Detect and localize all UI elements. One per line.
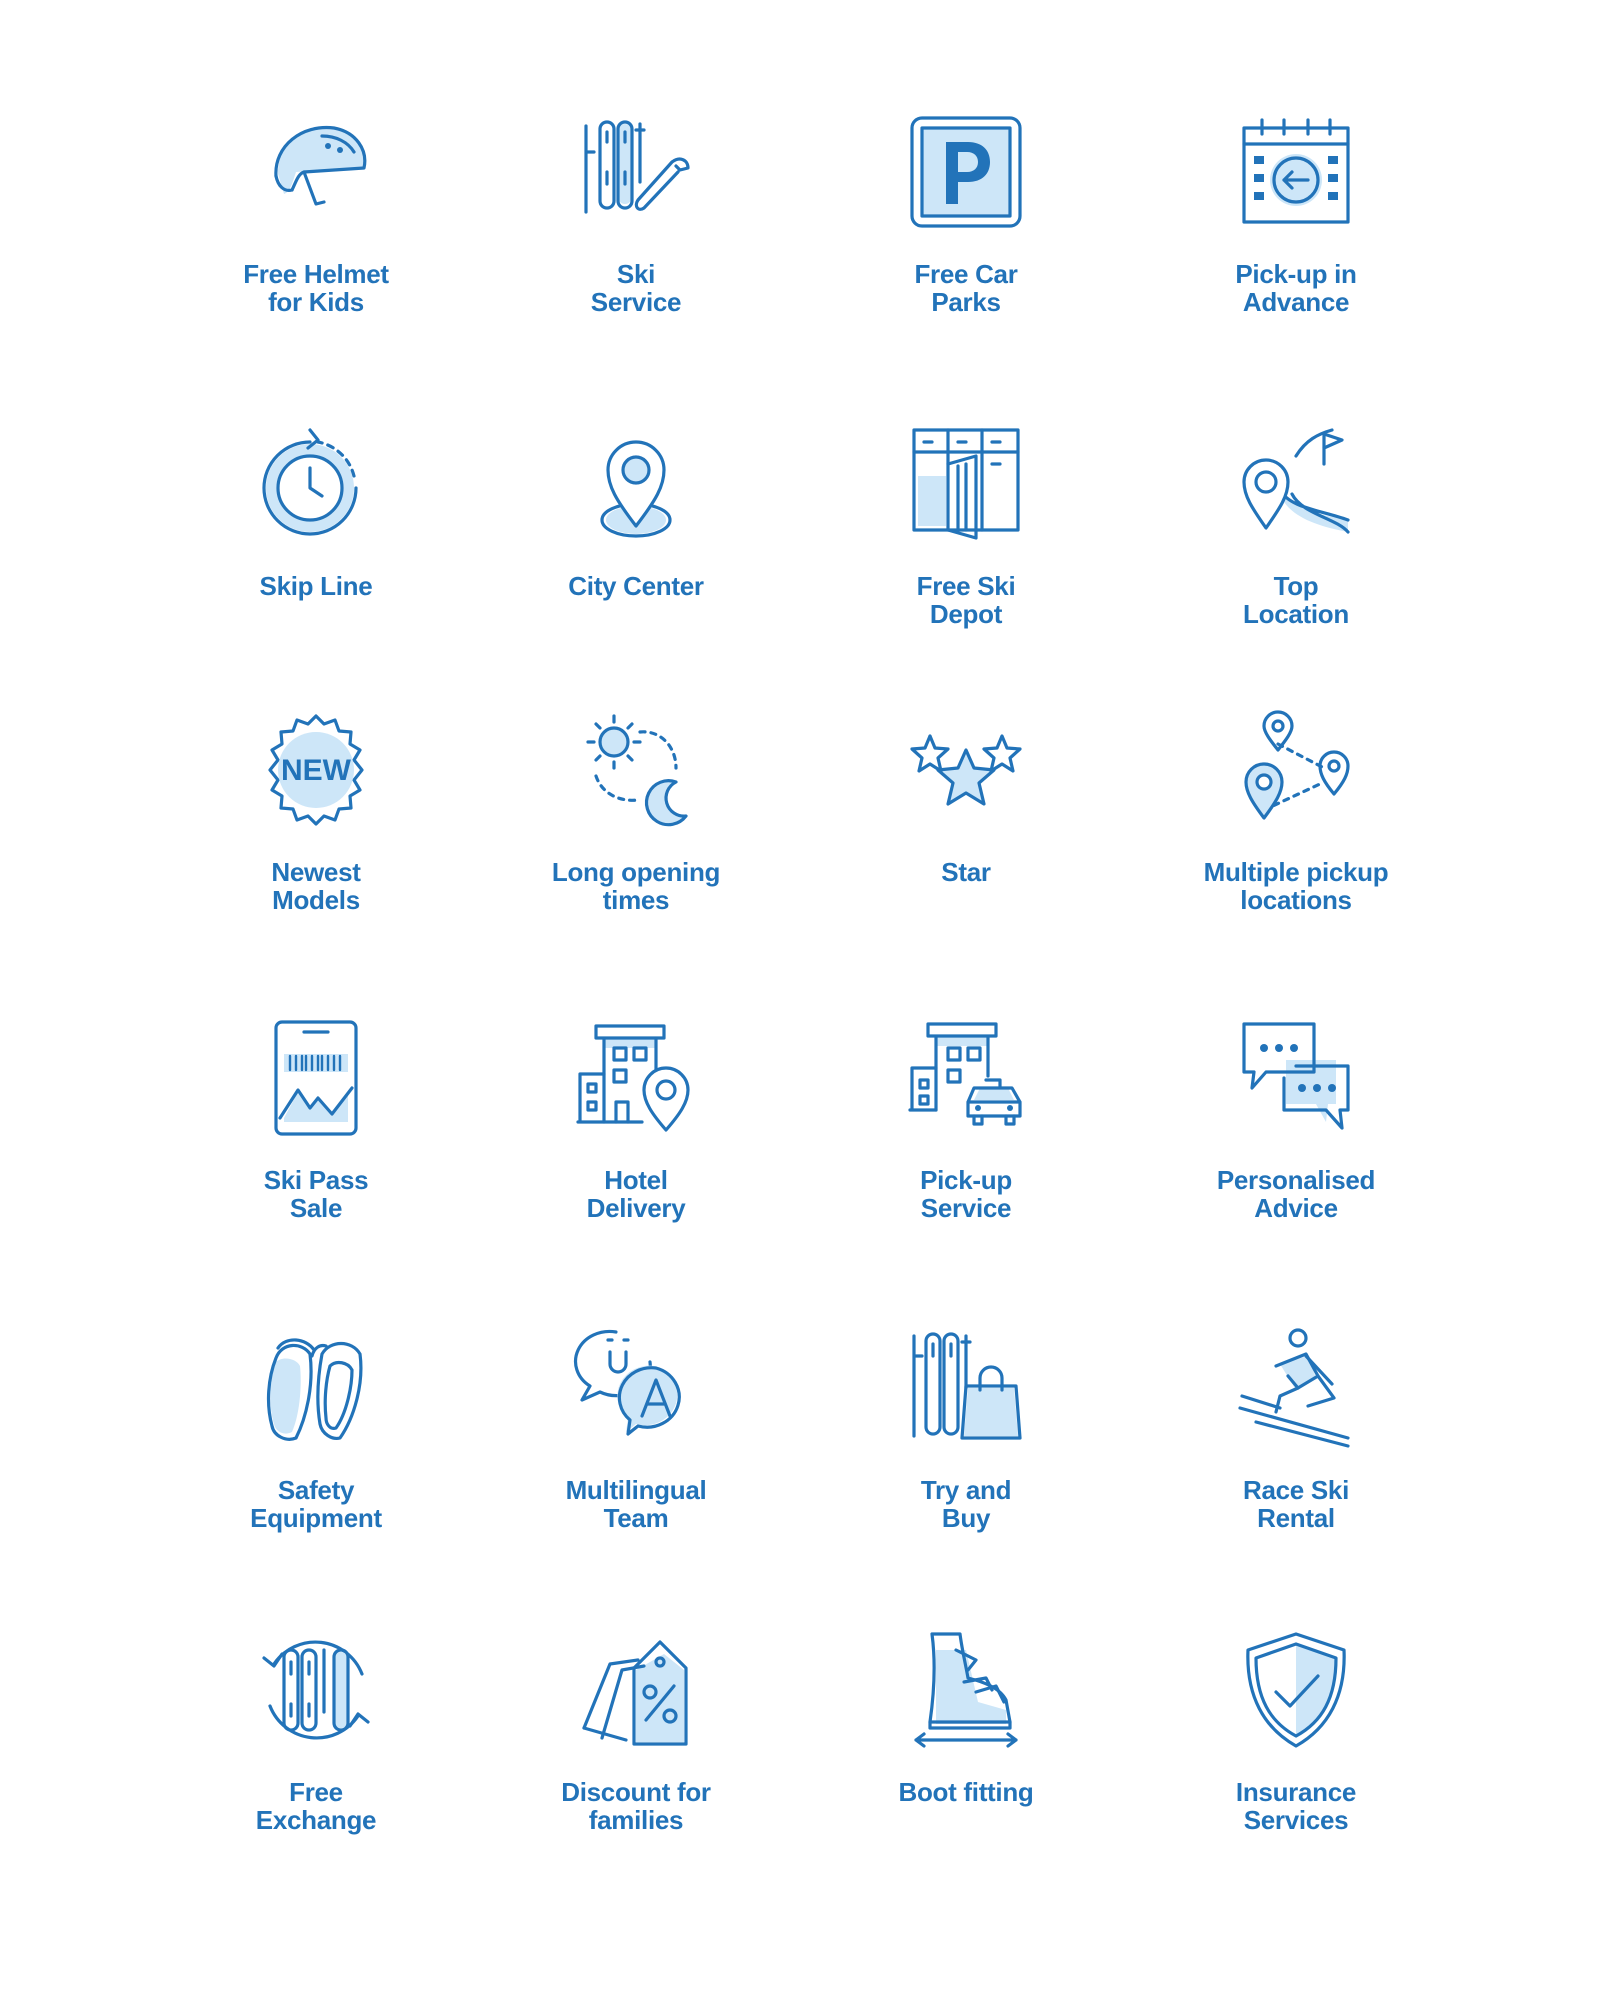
feature-item bbox=[496, 424, 776, 664]
language-bubbles-icon bbox=[576, 1328, 696, 1448]
ski-pass-icon bbox=[256, 1018, 376, 1138]
feature-label bbox=[826, 572, 1106, 628]
feature-label bbox=[176, 1166, 456, 1222]
feature-label-line: Delivery bbox=[586, 1193, 686, 1223]
feature-label bbox=[1156, 1476, 1436, 1532]
feature-label bbox=[1156, 858, 1436, 914]
feature-label-line: Advice bbox=[1254, 1193, 1338, 1223]
feature-item bbox=[1156, 1630, 1436, 1870]
feature-label-line: Multiple pickup bbox=[1203, 857, 1389, 887]
feature-label-line: Multilingual bbox=[565, 1475, 707, 1505]
feature-item bbox=[496, 112, 776, 352]
feature-label bbox=[826, 858, 1106, 886]
feature-label bbox=[176, 572, 456, 600]
new-badge-icon bbox=[256, 710, 376, 830]
feature-label-line: Discount for bbox=[561, 1777, 711, 1807]
feature-item bbox=[826, 1018, 1106, 1258]
ski-service-icon bbox=[576, 112, 696, 232]
feature-item bbox=[826, 112, 1106, 352]
feature-label-line: Newest bbox=[271, 857, 361, 887]
feature-item bbox=[826, 710, 1106, 950]
map-pin-icon bbox=[576, 424, 696, 544]
feature-label-line: Race Ski bbox=[1242, 1475, 1349, 1505]
locker-icon bbox=[906, 424, 1026, 544]
feature-label-line: Long opening bbox=[551, 857, 721, 887]
multiple-pins-icon bbox=[1236, 710, 1356, 830]
feature-label-line: Free bbox=[289, 1777, 343, 1807]
svg-text:NEW: NEW bbox=[281, 754, 351, 787]
feature-label-line: families bbox=[588, 1805, 684, 1835]
feature-item bbox=[176, 112, 456, 352]
feature-label-line: Team bbox=[603, 1503, 669, 1533]
feature-label-line: Insurance bbox=[1235, 1777, 1357, 1807]
calendar-icon bbox=[1236, 112, 1356, 232]
feature-label-line: Pick-up in bbox=[1235, 259, 1357, 289]
feature-label bbox=[176, 1778, 456, 1834]
feature-item bbox=[1156, 112, 1436, 352]
stars-icon bbox=[906, 710, 1026, 830]
feature-label-line: Hotel bbox=[604, 1165, 668, 1195]
feature-item bbox=[176, 424, 456, 664]
feature-label-line: Services bbox=[1243, 1805, 1349, 1835]
feature-label-line: Rental bbox=[1257, 1503, 1335, 1533]
feature-label bbox=[496, 1166, 776, 1222]
feature-label-line: Service bbox=[920, 1193, 1012, 1223]
feature-item bbox=[176, 710, 456, 950]
helmet-icon bbox=[256, 112, 376, 232]
feature-label-line: Star bbox=[941, 857, 991, 887]
feature-label-line: Ski bbox=[616, 259, 656, 289]
ski-boot-icon bbox=[906, 1630, 1026, 1750]
hotel-pin-icon bbox=[576, 1018, 696, 1138]
feature-label-line: Free Car bbox=[914, 259, 1018, 289]
exchange-icon bbox=[256, 1630, 376, 1750]
feature-label bbox=[826, 260, 1106, 316]
feature-label bbox=[1156, 572, 1436, 628]
feature-item bbox=[1156, 1018, 1436, 1258]
feature-item bbox=[1156, 710, 1436, 950]
parking-icon bbox=[906, 112, 1026, 232]
feature-label bbox=[496, 572, 776, 600]
feature-label-line: Boot fitting bbox=[898, 1777, 1034, 1807]
feature-label bbox=[176, 1476, 456, 1532]
feature-label-line: Exchange bbox=[255, 1805, 377, 1835]
feature-label-line: Safety bbox=[277, 1475, 355, 1505]
feature-label bbox=[176, 260, 456, 316]
feature-label bbox=[496, 1778, 776, 1834]
feature-label-line: locations bbox=[1240, 885, 1352, 915]
feature-label-line: Free Ski bbox=[916, 571, 1016, 601]
feature-label bbox=[496, 260, 776, 316]
feature-label-line: Sale bbox=[289, 1193, 343, 1223]
feature-label-line: Models bbox=[272, 885, 360, 915]
clock-icon bbox=[256, 424, 376, 544]
feature-item bbox=[176, 1630, 456, 1870]
feature-item bbox=[826, 1630, 1106, 1870]
feature-item bbox=[176, 1328, 456, 1568]
feature-label bbox=[496, 858, 776, 914]
feature-item bbox=[496, 1018, 776, 1258]
shield-check-icon bbox=[1236, 1630, 1356, 1750]
feature-label-line: times bbox=[602, 885, 670, 915]
chat-bubbles-icon bbox=[1236, 1018, 1356, 1138]
discount-tag-icon bbox=[576, 1630, 696, 1750]
feature-label bbox=[826, 1476, 1106, 1532]
feature-label-line: for Kids bbox=[268, 287, 364, 317]
feature-label-line: Advance bbox=[1242, 287, 1350, 317]
feature-label-line: City Center bbox=[568, 571, 704, 601]
skier-icon bbox=[1236, 1328, 1356, 1448]
feature-label bbox=[1156, 260, 1436, 316]
feature-item bbox=[496, 1328, 776, 1568]
feature-label-line: Personalised bbox=[1216, 1165, 1376, 1195]
feature-label-line: Location bbox=[1243, 599, 1349, 629]
sun-moon-icon bbox=[576, 710, 696, 830]
slope-location-icon bbox=[1236, 424, 1356, 544]
feature-label-line: Ski Pass bbox=[263, 1165, 369, 1195]
feature-label-line: Skip Line bbox=[259, 571, 373, 601]
feature-item bbox=[1156, 424, 1436, 664]
feature-label bbox=[1156, 1166, 1436, 1222]
feature-item bbox=[496, 710, 776, 950]
feature-label-line: Buy bbox=[941, 1503, 991, 1533]
feature-item bbox=[1156, 1328, 1436, 1568]
skis-bag-icon bbox=[906, 1328, 1026, 1448]
feature-label bbox=[826, 1166, 1106, 1222]
feature-label-line: Depot bbox=[929, 599, 1003, 629]
feature-label bbox=[176, 858, 456, 914]
feature-label-line: Try and bbox=[920, 1475, 1012, 1505]
feature-label-line: Free Helmet bbox=[243, 259, 389, 289]
feature-label-line: Parks bbox=[931, 287, 1001, 317]
feature-label bbox=[496, 1476, 776, 1532]
feature-item bbox=[176, 1018, 456, 1258]
feature-item bbox=[496, 1630, 776, 1870]
knee-pads-icon bbox=[256, 1328, 376, 1448]
feature-label bbox=[826, 1778, 1106, 1806]
feature-label-line: Pick-up bbox=[920, 1165, 1012, 1195]
feature-label-line: Equipment bbox=[250, 1503, 382, 1533]
feature-item bbox=[826, 424, 1106, 664]
feature-item bbox=[826, 1328, 1106, 1568]
feature-label-line: Service bbox=[590, 287, 682, 317]
hotel-taxi-icon bbox=[906, 1018, 1026, 1138]
feature-label bbox=[1156, 1778, 1436, 1834]
feature-label-line: Top bbox=[1273, 571, 1319, 601]
